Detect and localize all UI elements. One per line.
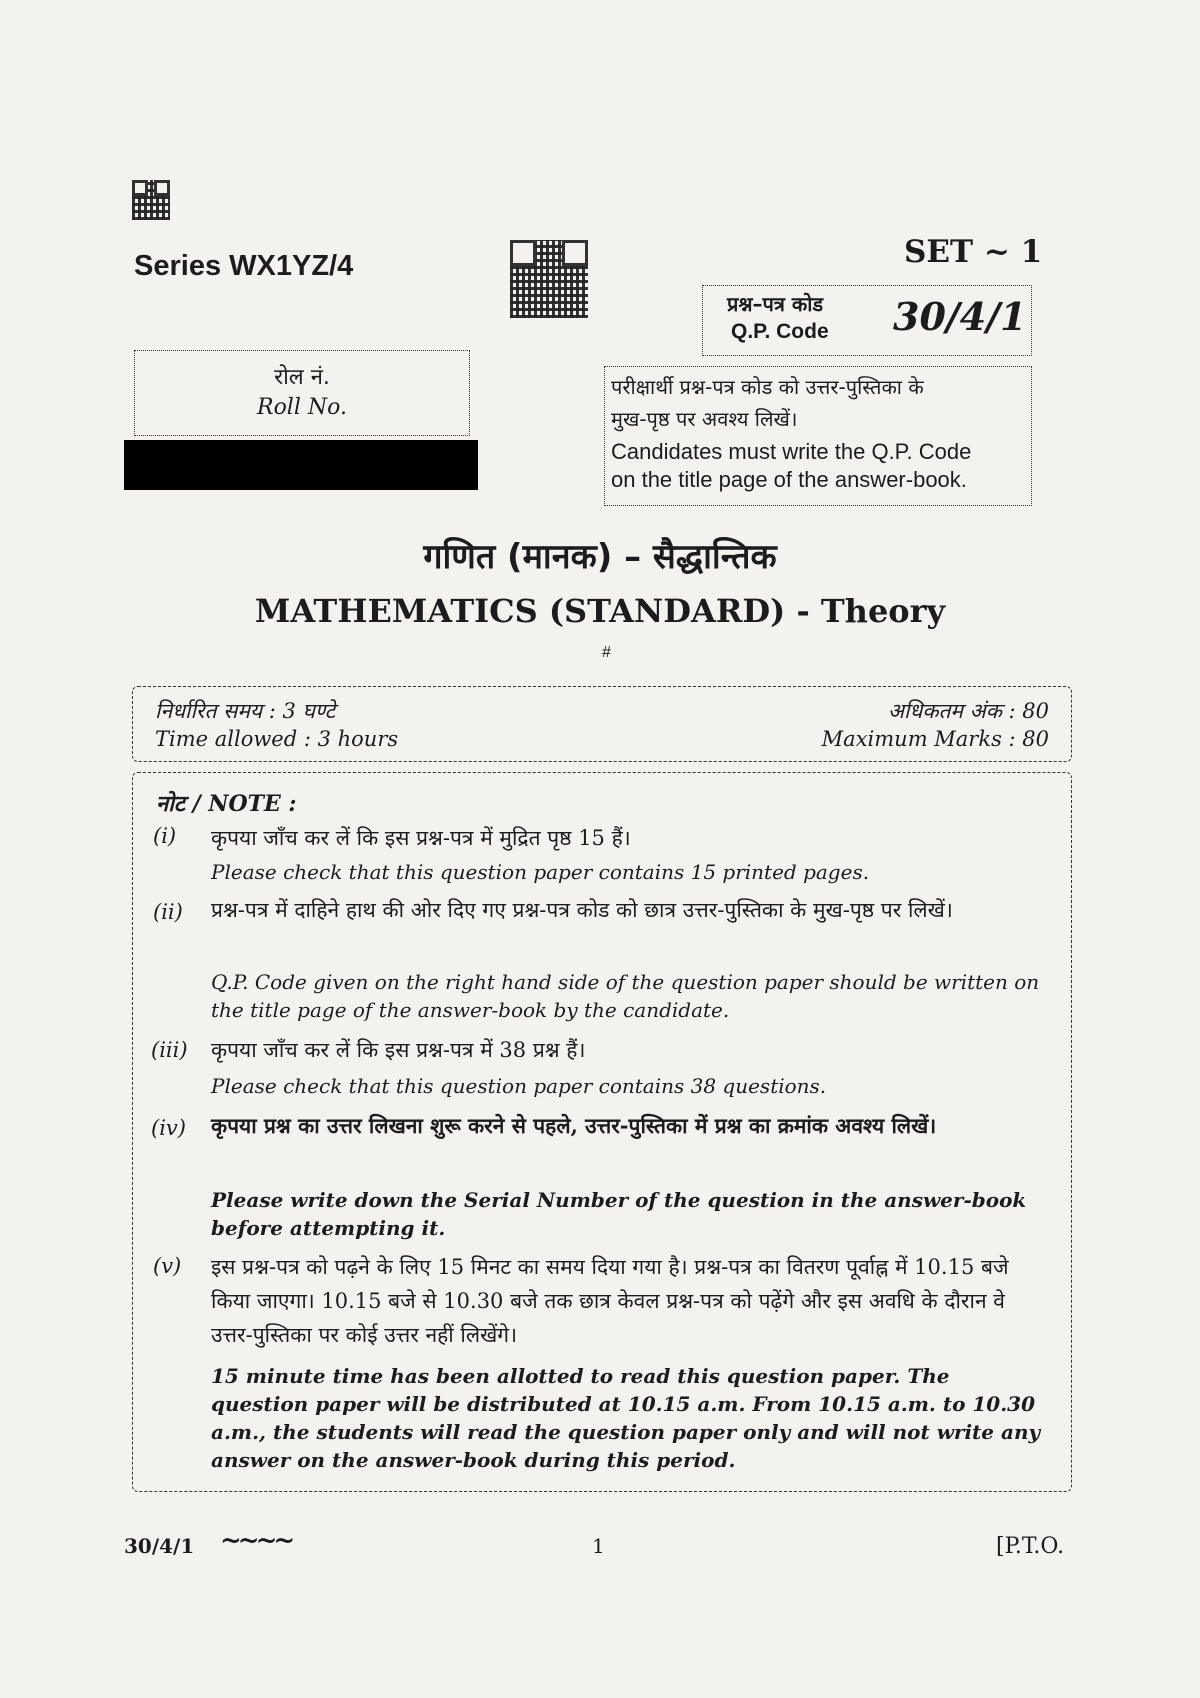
series-label: Series WX1YZ/4 [134, 250, 354, 282]
note-number: (v) [153, 1254, 182, 1278]
note-item-4 [153, 1110, 1053, 1250]
note-text-en: 15 minute time has been allotted to read this question paper. The question paper will be distributed at 10.15 a.m. From 10.15 a.m. to 10.30 a.m., the students will read the question paper only and will not write any answer on the answer-book during this period. [211, 1364, 1041, 1472]
instruction-en-2: on the title page of the answer-book. [611, 467, 967, 492]
qr-code-icon [510, 240, 588, 318]
note-item-1 [153, 822, 1053, 892]
qp-code-label-en: Q.P. Code [731, 320, 829, 343]
note-text-hi: प्रश्न-पत्र में दाहिने हाथ की ओर दिए गए प्रश्न-पत्र कोड को छात्र उत्तर-पुस्तिका के मुख-पृष्ठ पर लिखें। [211, 898, 953, 922]
roll-label-hi: रोल नं. [274, 365, 330, 390]
note-number: (i) [153, 824, 177, 848]
note-item-2 [153, 894, 1053, 1024]
note-text-en: Please write down the Serial Number of the question in the answer-book before attempting it. [211, 1188, 1027, 1240]
note-text-hi: कृपया जाँच कर लें कि इस प्रश्न-पत्र में 38 प्रश्न हैं। [211, 1038, 586, 1062]
qp-code-value: 30/4/1 [893, 294, 1027, 339]
instruction-box [604, 366, 1032, 506]
page-number: 1 [592, 1534, 605, 1558]
instruction-hi-2: मुख-पृष्ठ पर अवश्य लिखें। [611, 407, 798, 431]
note-number: (ii) [153, 900, 183, 924]
qr-code-small-icon [132, 180, 170, 220]
roll-number-box [134, 350, 470, 436]
time-marks-box [132, 686, 1072, 762]
max-marks-en: Maximum Marks : 80 [821, 727, 1049, 751]
max-marks-hi: अधिकतम अंक : 80 [887, 699, 1049, 723]
instruction-en-1: Candidates must write the Q.P. Code [611, 439, 972, 464]
note-number: (iii) [151, 1038, 188, 1062]
time-allowed-hi: निर्धारित समय : 3 घण्टे [155, 699, 336, 723]
title-hash: # [602, 644, 611, 661]
time-allowed-en: Time allowed : 3 hours [155, 727, 399, 751]
note-text-hi: कृपया प्रश्न का उत्तर लिखना शुरू करने से पहले, उत्तर-पुस्तिका में प्रश्न का क्रमांक अवश्य लिखें। [211, 1113, 937, 1138]
note-number: (iv) [151, 1116, 186, 1140]
note-text-en: Q.P. Code given on the right hand side of the question paper should be written on the title page of the answer-book by the candidate. [211, 970, 1040, 1022]
note-text-hi: इस प्रश्न-पत्र को पढ़ने के लिए 15 मिनट का समय दिया गया है। प्रश्न-पत्र का वितरण पूर्वाह्न में 10.15 बजे किया जाएगा। 10.15 बजे से 10.30 बजे तक छात्र केवल प्रश्न-पत्र को पढ़ेंगे और इस अवधि के दौरान वे उत्तर-पुस्तिका पर कोई उत्तर नहीं लिखेंगे। [211, 1255, 1009, 1347]
title-hindi: गणित (मानक) – सैद्धान्तिक [423, 537, 777, 577]
pto-label: [P.T.O. [996, 1534, 1065, 1559]
footer-code: 30/4/1 [124, 1534, 195, 1558]
title-english: MATHEMATICS (STANDARD) - Theory [254, 592, 946, 630]
instruction-hi-1: परीक्षार्थी प्रश्न-पत्र कोड को उत्तर-पुस्तिका के [611, 375, 924, 399]
note-text-en: Please check that this question paper contains 15 printed pages. [211, 860, 870, 884]
note-item-5 [153, 1250, 1053, 1482]
set-label: SET ~ 1 [904, 234, 1043, 270]
roll-label-en: Roll No. [257, 395, 347, 420]
qp-code-label-hi: प्रश्न–पत्र कोड [727, 292, 824, 316]
note-item-3 [153, 1034, 1053, 1104]
note-text-en: Please check that this question paper contains 38 questions. [211, 1074, 827, 1098]
note-heading: नोट / NOTE : [156, 791, 297, 817]
roll-number-redaction [124, 440, 478, 490]
qp-code-box [702, 285, 1032, 356]
note-text-hi: कृपया जाँच कर लें कि इस प्रश्न-पत्र में मुद्रित पृष्ठ 15 हैं। [211, 826, 631, 850]
footer-mark: ~~~~ [220, 1526, 292, 1556]
